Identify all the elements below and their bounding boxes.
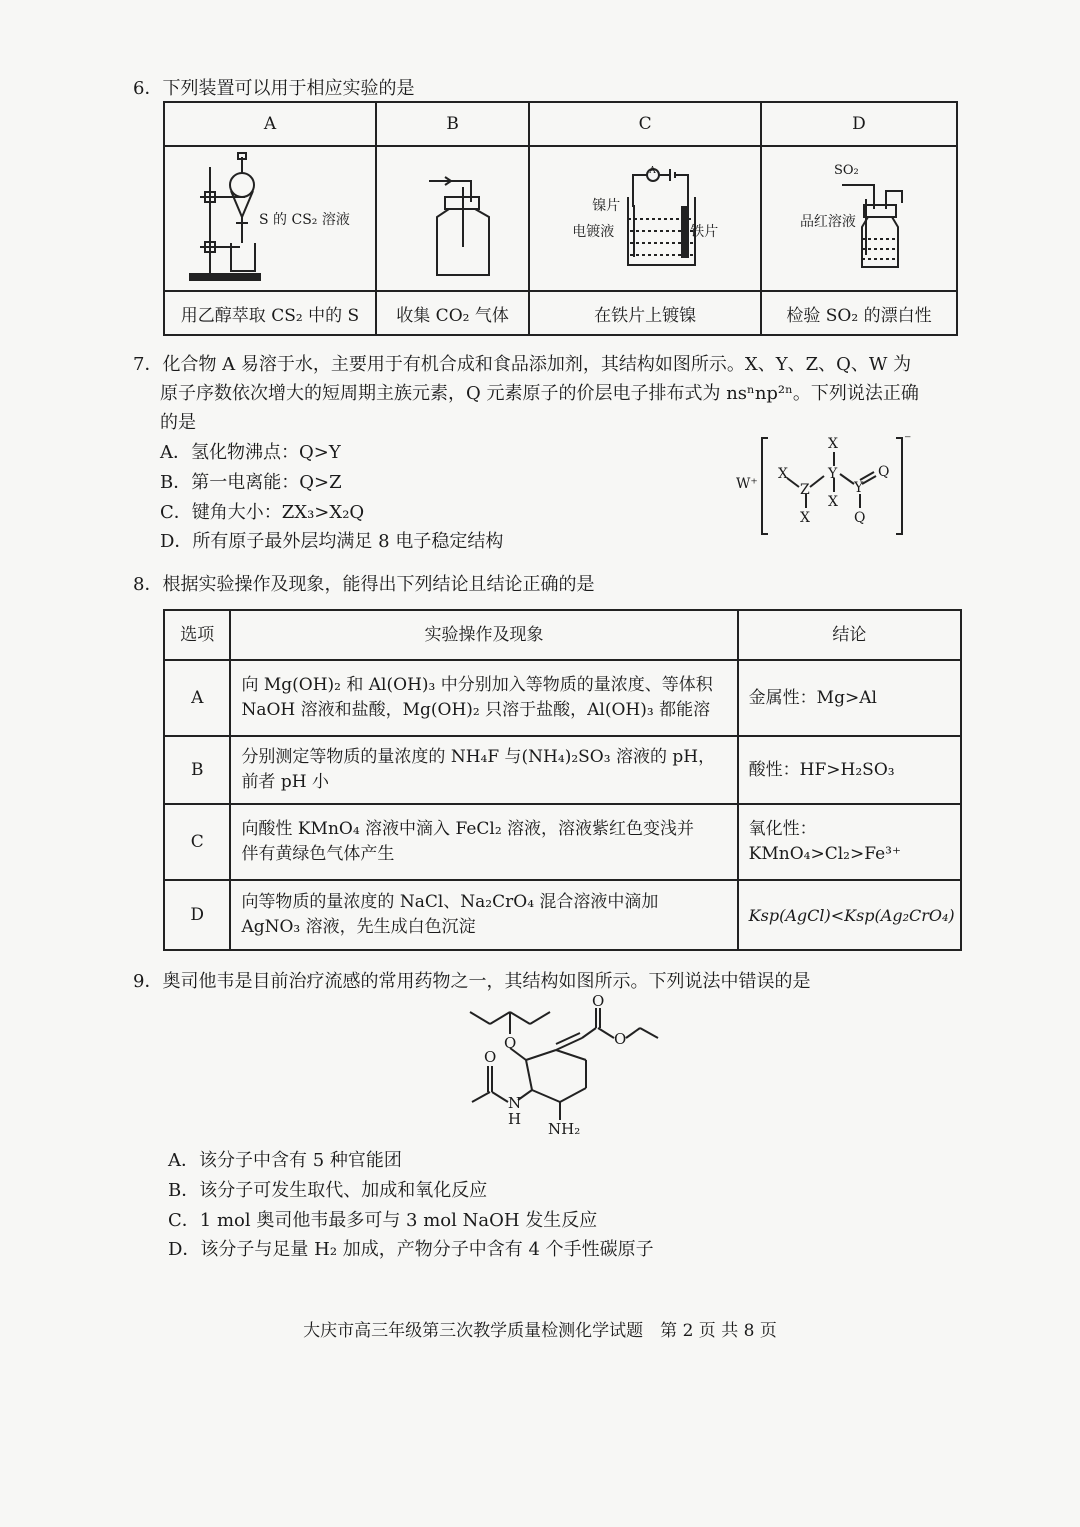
q6-caption-d: 检验 SO₂ 的漂白性 [761, 291, 957, 335]
gas-collection-bottle-icon [377, 147, 529, 292]
q6-header-d: D [761, 102, 957, 146]
q6-figure-a [164, 146, 376, 291]
q7-y2: Y [854, 480, 864, 496]
q7-z: Z [800, 482, 810, 498]
q7-stem-2: 原子序数依次增大的短周期主族元素，Q 元素原子的价层电子排布式为 nsⁿnp²ⁿ。下列说法正确 [160, 383, 919, 404]
q8-row-b-op-line2: 前者 pH 小 [241, 772, 329, 792]
q8-row-a-conclusion [738, 660, 961, 736]
q6-c-label2: 电镀液 [572, 224, 615, 240]
q8-header-operation: 实验操作及现象 [230, 610, 737, 660]
q6-header-a: A [164, 102, 376, 146]
q7-structure [730, 432, 920, 540]
q9-stem: 9．奥司他韦是目前治疗流感的常用药物之一，其结构如图所示。下列说法中错误的是 [133, 971, 811, 992]
q8-row-b-conclusion [738, 736, 961, 804]
q7-option-b: B．第一电离能：Q>Z [160, 472, 342, 493]
electroplating-cell-icon [530, 147, 761, 292]
q7-stem-1: 7．化合物 A 易溶于水，主要用于有机合成和食品添加剂，其结构如图所示。X、Y、Z、Q、W 为 [133, 354, 912, 375]
q9-option-b: B．该分子可发生取代、加成和氧化反应 [168, 1180, 488, 1201]
q6-header-b: B [376, 102, 529, 146]
q6-d-so2: SO₂ [833, 163, 859, 178]
q8-table [163, 609, 962, 951]
q6-a-label: S 的 CS₂ 溶液 [259, 212, 350, 228]
q7-option-a: A．氢化物沸点：Q>Y [160, 442, 341, 463]
q6-table [163, 101, 958, 336]
table-row [164, 880, 961, 950]
q8-row-c-conclusion-line1: 氧化性： [748, 819, 817, 839]
q7-x3: X [828, 436, 838, 452]
q8-row-d-conclusion-line1: Ksp(AgCl)<Ksp(Ag₂CrO₄) [748, 905, 955, 925]
q7-x2: X [800, 510, 810, 526]
q9-o4: O [484, 1048, 497, 1066]
q8-row-a-op-line1: 向 Mg(OH)₂ 和 Al(OH)₃ 中分别加入等物质的量浓度、等体积 [241, 675, 713, 695]
q6-stem: 6．下列装置可以用于相应实验的是 [133, 78, 415, 99]
q7-stem-3: 的是 [160, 412, 196, 433]
q8-row-c-op-line2: 伴有黄绿色气体产生 [241, 844, 395, 864]
q9-n: N [508, 1094, 522, 1112]
q6-figure-d [761, 146, 957, 291]
q8-row-c-operation [230, 804, 737, 880]
q8-row-a-option: A [164, 660, 230, 736]
q6-c-label3: 铁片 [690, 224, 719, 240]
table-row [164, 804, 961, 880]
q7-y1: Y [828, 466, 838, 482]
q8-header-option: 选项 [164, 610, 230, 660]
q6-figure-c [529, 146, 761, 291]
page-footer: 大庆市高三年级第三次教学质量检测化学试题 第 2 页 共 8 页 [303, 1321, 777, 1341]
q8-row-b-operation [230, 736, 737, 804]
q6-d-label: 品红溶液 [799, 214, 856, 230]
q8-header-conclusion: 结论 [738, 610, 961, 660]
q7-w: W⁺ [736, 476, 758, 492]
q9-o1: O [504, 1034, 517, 1052]
q8-row-d-operation [230, 880, 737, 950]
q7-q1: Q [878, 464, 890, 480]
q8-row-b-conclusion-line1: 酸性：HF>H₂SO₃ [748, 759, 895, 780]
q6-caption-a: 用乙醇萃取 CS₂ 中的 S [164, 291, 376, 335]
q7-option-d: D．所有原子最外层均满足 8 电子稳定结构 [160, 531, 504, 552]
q8-row-a-operation [230, 660, 737, 736]
ionic-structure-bracket-icon [730, 432, 920, 540]
q7-option-c: C．键角大小：ZX₃>X₂Q [160, 502, 365, 523]
q8-row-c-conclusion [738, 804, 961, 880]
q8-row-d-op-line1: 向等物质的量浓度的 NaCl、Na₂CrO₄ 混合溶液中滴加 [241, 892, 659, 912]
q9-nh2: NH₂ [548, 1120, 581, 1138]
q8-stem: 8．根据实验操作及现象，能得出下列结论且结论正确的是 [133, 574, 595, 595]
q6-caption-b: 收集 CO₂ 气体 [376, 291, 529, 335]
q8-row-d-conclusion [738, 880, 961, 950]
table-row [164, 660, 961, 736]
q9-option-c: C．1 mol 奥司他韦最多可与 3 mol NaOH 发生反应 [168, 1210, 598, 1231]
q6-figure-b [376, 146, 529, 291]
q7-q2: Q [854, 510, 866, 526]
q8-row-b-op-line1: 分别测定等物质的量浓度的 NH₄F 与(NH₄)₂SO₃ 溶液的 pH， [241, 747, 716, 767]
q6-caption-c: 在铁片上镀镍 [529, 291, 761, 335]
q8-row-c-op-line1: 向酸性 KMnO₄ 溶液中滴入 FeCl₂ 溶液，溶液紫红色变浅并 [241, 819, 695, 839]
q8-row-d-op-line2: AgNO₃ 溶液，先生成白色沉淀 [241, 917, 476, 937]
q6-c-meter: A [649, 166, 656, 176]
q6-header-c: C [529, 102, 761, 146]
q8-row-d-option: D [164, 880, 230, 950]
q9-structure [460, 992, 670, 1144]
table-row [164, 736, 961, 804]
q9-option-d: D．该分子与足量 H₂ 加成，产物分子中含有 4 个手性碳原子 [168, 1239, 654, 1260]
q7-x4: X [828, 494, 838, 510]
q8-row-c-option: C [164, 804, 230, 880]
q7-x1: X [778, 466, 788, 482]
q8-row-a-conclusion-line1: 金属性：Mg>Al [748, 687, 877, 708]
q9-o2: O [592, 992, 605, 1010]
q7-charge: ⁻ [904, 432, 912, 448]
q8-row-c-conclusion-line2: KMnO₄>Cl₂>Fe³⁺ [748, 844, 901, 864]
q6-c-label1: 镍片 [592, 198, 621, 214]
q9-o3: O [614, 1030, 627, 1048]
q9-option-a: A．该分子中含有 5 种官能团 [168, 1150, 402, 1171]
wash-bottle-icon [762, 147, 957, 292]
q8-row-a-op-line2: NaOH 溶液和盐酸，Mg(OH)₂ 只溶于盐酸，Al(OH)₃ 都能溶 [241, 700, 711, 720]
q8-row-b-option: B [164, 736, 230, 804]
q9-h: H [508, 1110, 522, 1128]
